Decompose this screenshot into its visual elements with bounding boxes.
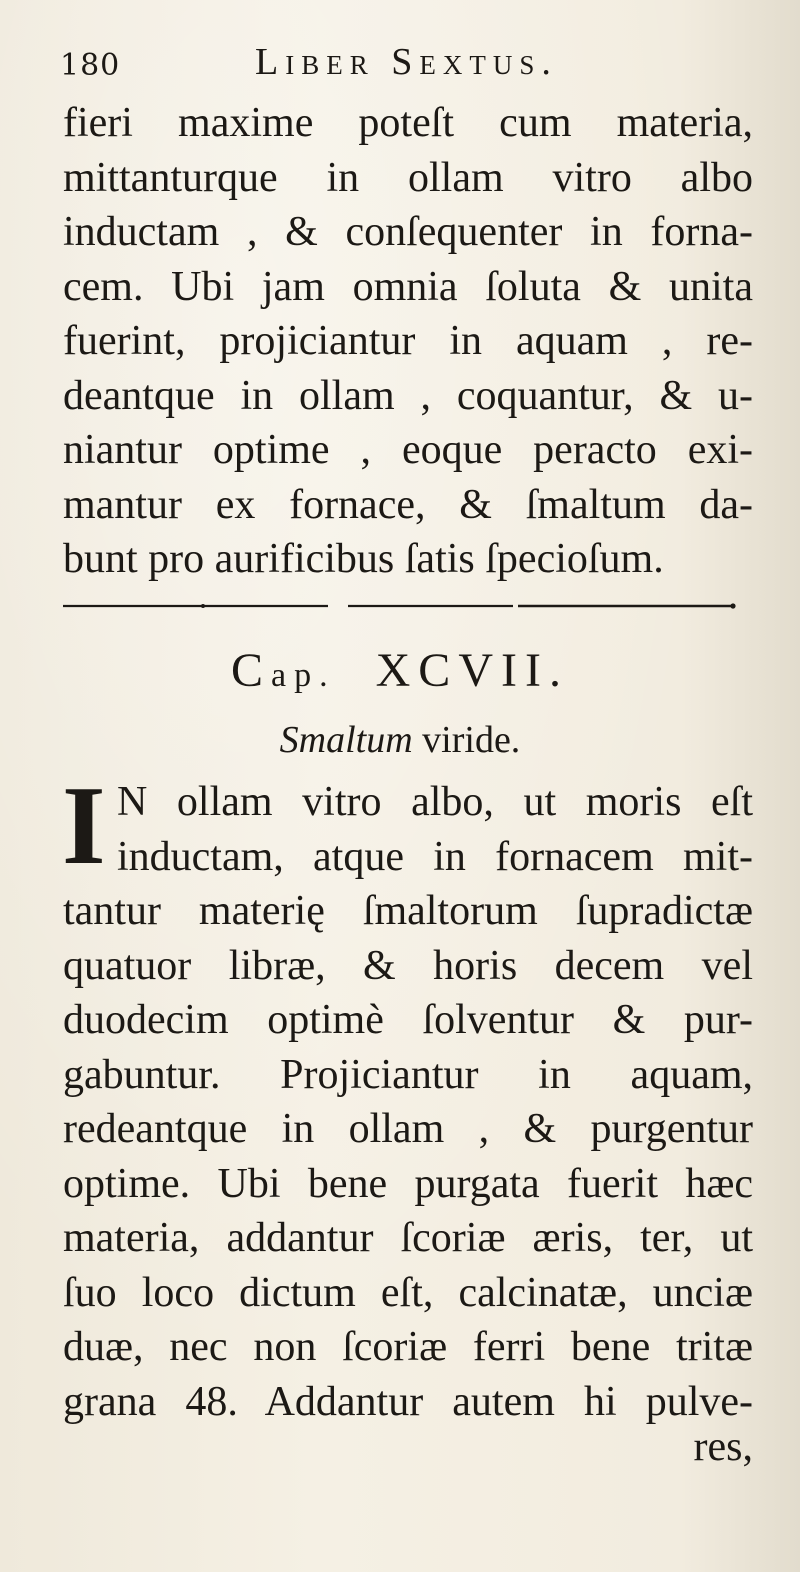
chapter-heading-cap: C [231,644,272,697]
text-line: fieri maxime poteſt cum materia, [63,100,753,146]
text-line: fuerint, projiciantur in aquam , re- [63,318,753,364]
text-line: ſuo loco dictum eſt, calcinatæ, unciæ [63,1269,753,1316]
text-line: quatuor libræ, & horis decem vel [63,942,753,989]
text-line: materia, addantur ſcoriæ æris, ter, ut [63,1215,753,1261]
text-line: deantque in ollam , coquantur, & u- [63,372,753,419]
text-line: tantur materię ſmaltorum ſupradictæ [63,888,753,934]
text-line: redeantque in ollam , & purgentur [63,1106,753,1152]
text-line: cem. Ubi jam omnia ſoluta & unita [63,263,753,310]
text-line: mantur ex fornace, & ſmaltum da- [63,481,753,528]
section-rule [63,600,738,612]
chapter-subtitle-italic: Smaltum [279,719,413,761]
text-line: grana 48. Addantur autem hi pulve- [63,1378,753,1425]
text-line: inductam , & conſequenter in forna- [63,209,753,255]
chapter-subtitle-rest: viride. [422,719,521,761]
text-line: bunt pro aurificibus ſatis ſpecioſum. [63,536,664,582]
chapter-paragraph [63,884,753,1429]
text-line: duodecim optimè ſolventur & pur- [63,997,753,1043]
chapter-heading [0,643,800,698]
running-head: Liber Sextus. [255,41,558,83]
text-line: mittanturque in ollam vitro albo [63,154,753,201]
text-line: N ollam vitro albo, ut moris eſt [117,779,753,825]
chapter-paragraph-opening [117,775,753,884]
chapter-number: XCVII. [375,644,569,697]
text-line: optime. Ubi bene purgata fuerit hæc [63,1160,753,1207]
chapter-subtitle [0,718,800,762]
text-line: duæ, nec non ſcoriæ ferri bene tritæ [63,1324,753,1370]
top-paragraph [63,96,753,587]
text-line: gabuntur. Projiciantur in aquam, [63,1051,753,1098]
chapter-heading-ap: ap. [271,657,336,694]
text-line: inductam, atque in fornacem mit- [117,833,753,880]
catchword: res, [693,1424,753,1470]
page-header [60,38,760,88]
drop-cap: I [62,764,106,888]
text-line: niantur optime , eoque peracto exi- [63,427,753,473]
page-number: 180 [60,48,121,83]
